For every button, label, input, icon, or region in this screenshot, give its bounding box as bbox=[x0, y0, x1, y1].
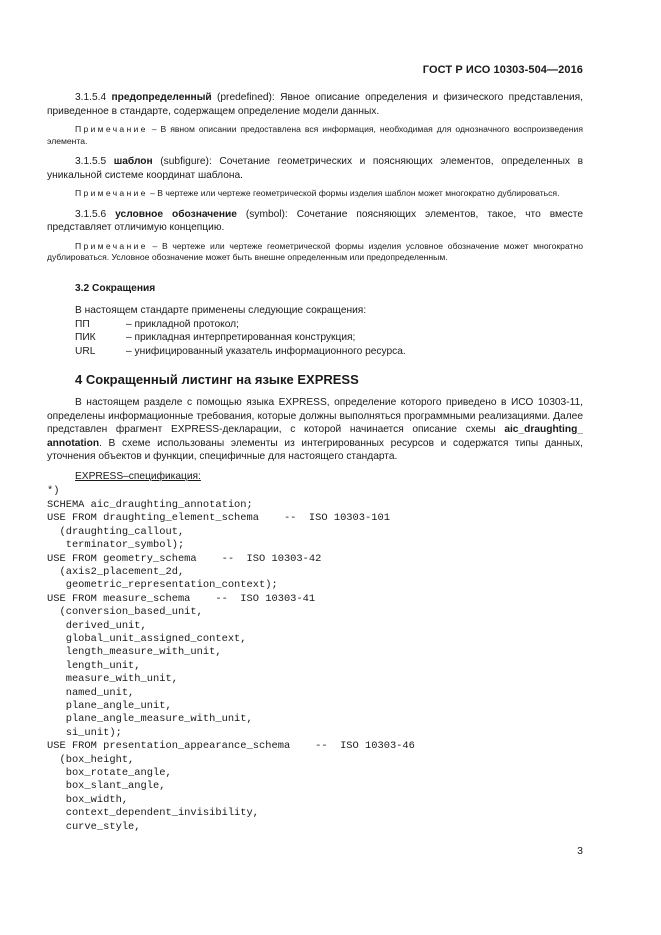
abbreviation-key: ПП bbox=[75, 318, 90, 330]
document-code-header: ГОСТ Р ИСО 10303-504—2016 bbox=[422, 64, 583, 76]
code-line: si_unit); bbox=[47, 726, 122, 739]
abbreviation-row bbox=[75, 318, 583, 332]
abbreviation-value: – унифицированный указатель информационного ресурса. bbox=[126, 345, 406, 357]
code-line: USE FROM measure_schema -- ISO 10303-41 bbox=[47, 592, 316, 605]
abbreviation-row bbox=[75, 331, 583, 345]
definition-number: 3.1.5.6 bbox=[75, 208, 107, 220]
section-4-paragraph bbox=[47, 396, 583, 464]
note-text: – В чертеже или чертеже геометрической формы изделия шаблон может многократно дублироваться. bbox=[147, 188, 560, 199]
code-line: context_dependent_invisibility, bbox=[47, 807, 260, 820]
paragraph-text: . В схеме использованы элементы из интегрированных ресурсов и содержатся типы данных, уточнения объектов и функции, специфичные для настоящего стандарта. bbox=[47, 437, 583, 463]
code-line: named_unit, bbox=[47, 686, 135, 699]
code-line: (draughting_callout, bbox=[47, 525, 185, 538]
code-line: box_width, bbox=[47, 793, 129, 806]
definition-term: предопределенный bbox=[111, 92, 212, 103]
note-predefined bbox=[47, 124, 583, 147]
abbreviations-heading: 3.2 Сокращения bbox=[75, 282, 156, 294]
schema-name: aic_draughting_ annotation bbox=[47, 424, 583, 449]
note-label: Примечание bbox=[75, 124, 148, 134]
definition-symbol bbox=[47, 208, 583, 235]
code-line: USE FROM presentation_appearance_schema -- ISO 10303-46 bbox=[47, 740, 415, 753]
abbreviation-value: – прикладной протокол; bbox=[126, 318, 239, 330]
code-line: measure_with_unit, bbox=[47, 673, 178, 686]
definition-predefined bbox=[47, 91, 583, 118]
definition-text: (symbol): Сочетание поясняющих элементов, такое, что вместе представляет отличимую концепцию. bbox=[47, 208, 583, 234]
definition-number: 3.1.5.4 bbox=[75, 92, 107, 103]
note-symbol bbox=[47, 241, 583, 264]
code-line: length_unit, bbox=[47, 659, 141, 672]
code-line: global_unit_assigned_context, bbox=[47, 632, 247, 645]
code-line: *) bbox=[47, 485, 60, 498]
note-subfigure bbox=[47, 188, 583, 200]
code-line: SCHEMA aic_draughting_annotation; bbox=[47, 498, 253, 511]
code-line: (box_height, bbox=[47, 753, 135, 766]
code-line: terminator_symbol); bbox=[47, 539, 185, 552]
note-label: Примечание bbox=[75, 240, 148, 251]
paragraph-text: В настоящем разделе с помощью языка EXPRESS, определение которого приведено в ИСО 10303-11, определены информационные требования, которые должны выполняться программными реализациями. Далее представлен фрагмент EXPRESS-декларации, с которой начинается описание схемы bbox=[47, 397, 583, 436]
definition-subfigure bbox=[47, 155, 583, 182]
section-4-heading: 4 Сокращенный листинг на языке EXPRESS bbox=[75, 372, 359, 388]
code-line: USE FROM geometry_schema -- ISO 10303-42 bbox=[47, 552, 322, 565]
code-line: (conversion_based_unit, bbox=[47, 606, 203, 619]
note-text: – В чертеже или чертеже геометрической формы изделия условное обозначение может многократно дублироваться. Условное обозначение может быть внешне определенным или предопределенным. bbox=[47, 240, 583, 263]
definition-text: (subfigure): Сочетание геометрических и поясняющих элементов, определенных в уникальной системе координат шаблона. bbox=[47, 156, 583, 181]
abbreviation-key: ПИК bbox=[75, 332, 96, 344]
abbreviation-value: – прикладная интерпретированная конструкция; bbox=[126, 332, 356, 344]
code-line: length_measure_with_unit, bbox=[47, 646, 222, 659]
page-number: 3 bbox=[577, 845, 583, 857]
definition-term: шаблон bbox=[113, 156, 153, 168]
abbreviation-key: URL bbox=[75, 345, 96, 357]
note-text: – В явном описании предоставлена вся информация, необходимая для однозначного воспроизведения элемента. bbox=[47, 124, 583, 146]
code-line: (axis2_placement_2d, bbox=[47, 565, 185, 578]
code-line: box_slant_angle, bbox=[47, 780, 166, 793]
note-label: Примечание bbox=[75, 188, 148, 199]
definition-term: условное обозначение bbox=[115, 208, 237, 220]
definition-number: 3.1.5.5 bbox=[75, 156, 107, 168]
abbreviations-intro: В настоящем стандарте применены следующие сокращения: bbox=[75, 305, 367, 317]
code-line: plane_angle_measure_with_unit, bbox=[47, 713, 253, 726]
abbreviation-row bbox=[75, 345, 583, 359]
page-content bbox=[47, 91, 583, 834]
express-code-block bbox=[47, 485, 583, 834]
code-line: USE FROM draughting_element_schema -- ISO 10303-101 bbox=[47, 512, 390, 525]
definition-text: (predefined): Явное описание определения и физического представления, приведенное в стандарте, содержащем определение модели данных. bbox=[47, 92, 583, 117]
code-line: box_rotate_angle, bbox=[47, 767, 172, 779]
express-spec-label: EXPRESS–спецификация: bbox=[75, 470, 201, 482]
code-line: geometric_representation_context); bbox=[47, 579, 278, 592]
code-line: derived_unit, bbox=[47, 619, 147, 632]
code-line: curve_style, bbox=[47, 820, 141, 833]
code-line: plane_angle_unit, bbox=[47, 699, 172, 712]
